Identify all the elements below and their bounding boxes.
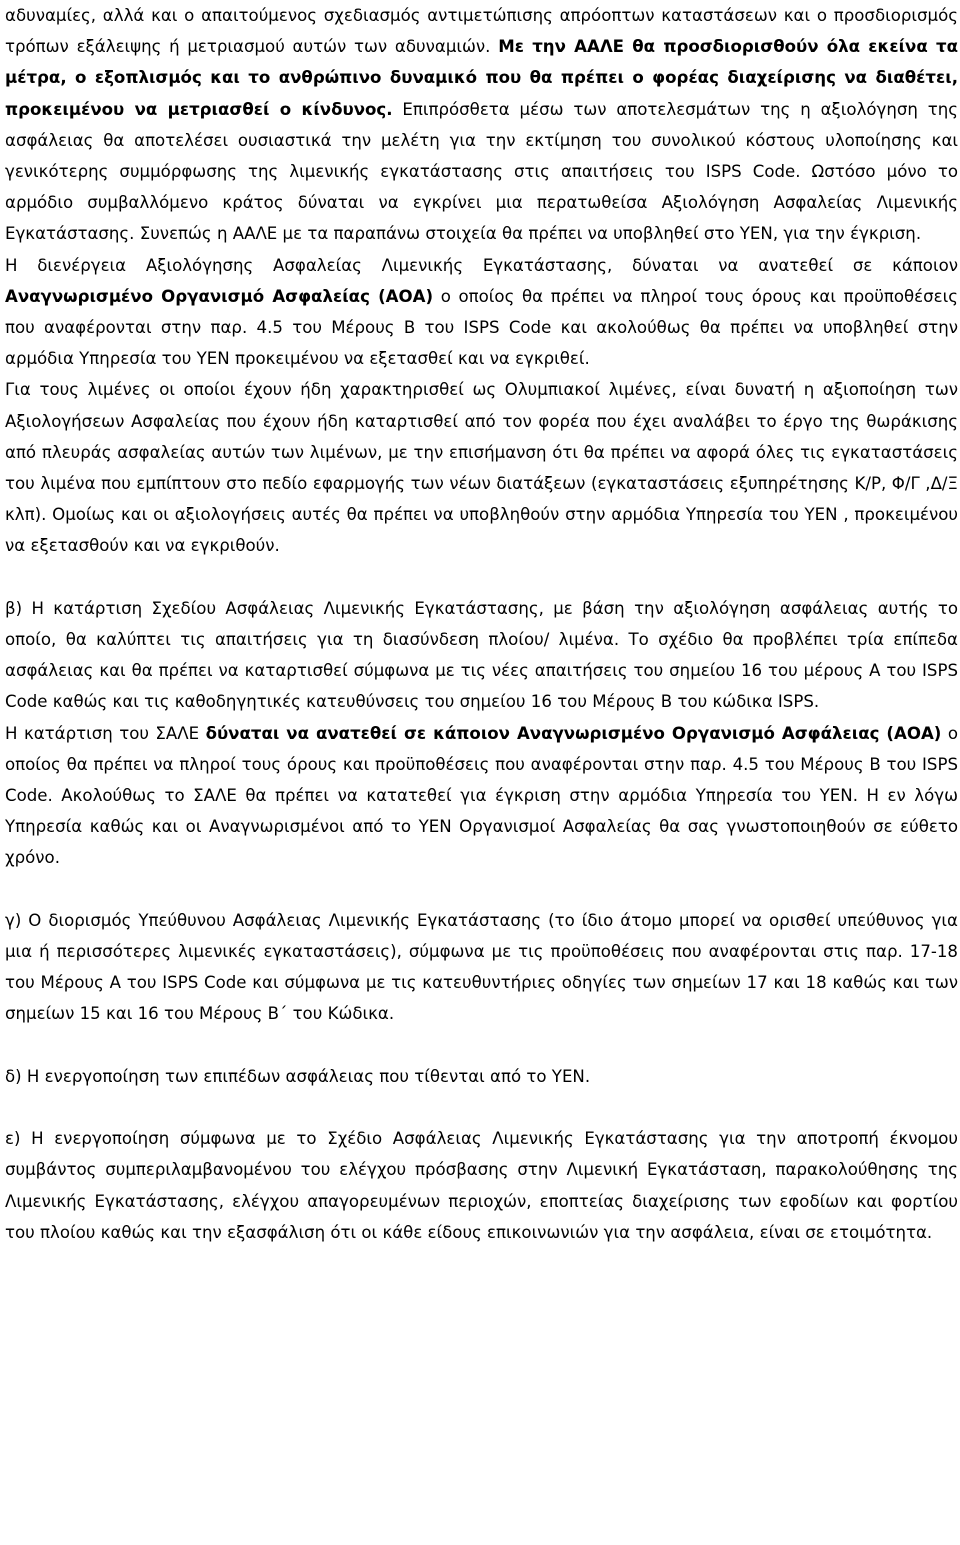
paragraph-text: αδυναμίες, αλλά και ο απαιτούμενος σχεδιασμός αντιμετώπισης απρόοπτων καταστάσεων και ο προσδιορισμός τρόπων εξάλειψης ή μετριασμού αυτών των αδυναμιών. <box>5 6 958 57</box>
paragraph-olympic-ports: Για τους λιμένες οι οποίοι έχουν ήδη χαρακτηρισθεί ως Ολυμπιακοί λιμένες, είναι δυνατή η αξιοποίηση των Αξιολογήσεων Ασφαλείας που έχουν ήδη καταρτισθεί από τον φορέα που έχει αναλάβει το έργο της θωράκισης από πλευράς ασφαλείας αυτών των λιμένων, με την επισήμανση ότι θα πρέπει να αφορά όλες τις εγκαταστάσεις του λιμένα που εμπίπτουν στο πεδίο εφαρμογής των νέων διατάξεων (εγκαταστάσεις εξυπηρέτησης Κ/Ρ, Φ/Γ ,Δ/Ξ κλπ). Ομοίως και οι αξιολογήσεις αυτές θα πρέπει να υποβληθούν στην αρμόδια Υπηρεσία του ΥΕΝ , προκειμένου να εξετασθούν και να εγκριθούν. <box>5 380 958 556</box>
paragraph-text: Η κατάρτιση του ΣΑΛΕ <box>5 723 206 743</box>
paragraph-bold-text: Αναγνωρισμένο Οργανισμό Ασφαλείας (ΑΟΑ) <box>5 286 434 306</box>
paragraph-plan-delegation <box>5 718 958 874</box>
paragraph-item-b: β) Η κατάρτιση Σχεδίου Ασφάλειας Λιμενικής Εγκατάστασης, με βάση την αξιολόγηση ασφάλειας αυτής το οποίο, θα καλύπτει τις απαιτήσεις για τη διασύνδεση πλοίου/ λιμένα. Το σχέδιο θα προβλέπει τρία επίπεδα ασφάλειας και θα πρέπει να καταρτισθεί σύμφωνα με τις νέες απαιτήσεις του σημείου 16 του μέρους Α του ISPS Code καθώς και τις καθοδηγητικές κατευθύνσεις του σημείου 16 του Μέρους Β του κώδικα ISPS. <box>5 598 958 712</box>
paragraph-bold-text: Με την ΑΑΛΕ θα προσδιορισθούν όλα εκείνα τα μέτρα, ο εξοπλισμός και το ανθρώπινο δυναμικό που θα πρέπει ο φορέας διαχείρισης να διαθέτει, προκειμένου να μετριασθεί ο κίνδυνος. <box>5 37 958 119</box>
paragraph-text: ο οποίος θα πρέπει να πληροί τους όρους και προϋποθέσεις που αναφέρονται στην παρ. 4.5 του Μέρους Β του ISPS Code. Ακολούθως το ΣΑΛΕ θα πρέπει να κατατεθεί για έγκριση στην αρμόδια Υπηρεσία του ΥΕΝ. Η εν λόγω Υπηρεσία καθώς και οι Αναγνωρισμένοι από το ΥΕΝ Οργανισμοί Ασφαλείας θα σας γνωστοποιηθούν σε εύθετο χρόνο. <box>5 723 958 868</box>
paragraph-bold-text: δύναται να ανατεθεί σε κάποιον Αναγνωρισμένο Οργανισμό Ασφάλειας (ΑΟΑ) <box>205 723 942 743</box>
paragraph-item-c: γ) Ο διορισμός Υπεύθυνου Ασφάλειας Λιμενικής Εγκατάστασης (το ίδιο άτομο μπορεί να ορισθεί υπεύθυνος για μια ή περισσότερες λιμενικές εγκαταστάσεις), σύμφωνα με τις προϋποθέσεις που αναφέρονται στις παρ. 17-18 του Μέρους Α του ISPS Code και σύμφωνα με τις κατευθυντήριες οδηγίες των σημείων 17 και 18 καθώς και των σημείων 15 και 16 του Μέρους Β΄ του Κώδικα. <box>5 910 958 1024</box>
paragraph-assessment-delegation <box>5 250 958 375</box>
paragraph-risk-assessment <box>5 0 958 250</box>
paragraph-text: Επιπρόσθετα μέσω των αποτελεσμάτων της η αξιολόγηση της ασφάλειας θα αποτελέσει ουσιαστικά την μελέτη για την εκτίμηση του συνολικού κόστους υλοποίησης και γενικότερης συμμόρφωσης της λιμενικής εγκατάστασης στις απαιτήσεις του ISPS Code. Ωστόσο μόνο το αρμόδιο συμβαλλόμενο κράτος δύναται να εγκρίνει μια περατωθείσα Αξιολόγηση Ασφαλείας Λιμενικής Εγκατάστασης. Συνεπώς η ΑΑΛΕ με τα παραπάνω στοιχεία θα πρέπει να υποβληθεί στο ΥΕΝ, για την έγκριση. <box>5 99 959 244</box>
paragraph-item-d: δ) Η ενεργοποίηση των επιπέδων ασφάλειας που τίθενται από το ΥΕΝ. <box>5 1066 591 1086</box>
paragraph-item-e: ε) Η ενεργοποίηση σύμφωνα με το Σχέδιο Ασφάλειας Λιμενικής Εγκατάστασης για την αποτροπή έκνομου συμβάντος συμπεριλαμβανομένου του ελέγχου πρόσβασης στην Λιμενική Εγκατάσταση, παρακολούθησης της Λιμενικής Εγκατάστασης, ελέγχου απαγορευμένων περιοχών, εποπτείας διαχείρισης των εφοδίων και φορτίου του πλοίου καθώς και την εξασφάλιση ότι οι κάθε είδους επικοινωνιών για την ασφάλεια, είναι σε ετοιμότητα. <box>5 1129 958 1242</box>
document-page <box>5 0 958 1248</box>
paragraph-text: ο οποίος θα πρέπει να πληροί τους όρους και προϋποθέσεις που αναφέρονται στην παρ. 4.5 του Μέρους Β του ISPS Code και ακολούθως θα πρέπει να υποβληθεί στην αρμόδια Υπηρεσία του ΥΕΝ προκειμένου να εξετασθεί και να εγκριθεί. <box>5 286 958 369</box>
paragraph-text: Η διενέργεια Αξιολόγησης Ασφαλείας Λιμενικής Εγκατάστασης, δύναται να ανατεθεί σε κάποιον <box>5 255 958 275</box>
